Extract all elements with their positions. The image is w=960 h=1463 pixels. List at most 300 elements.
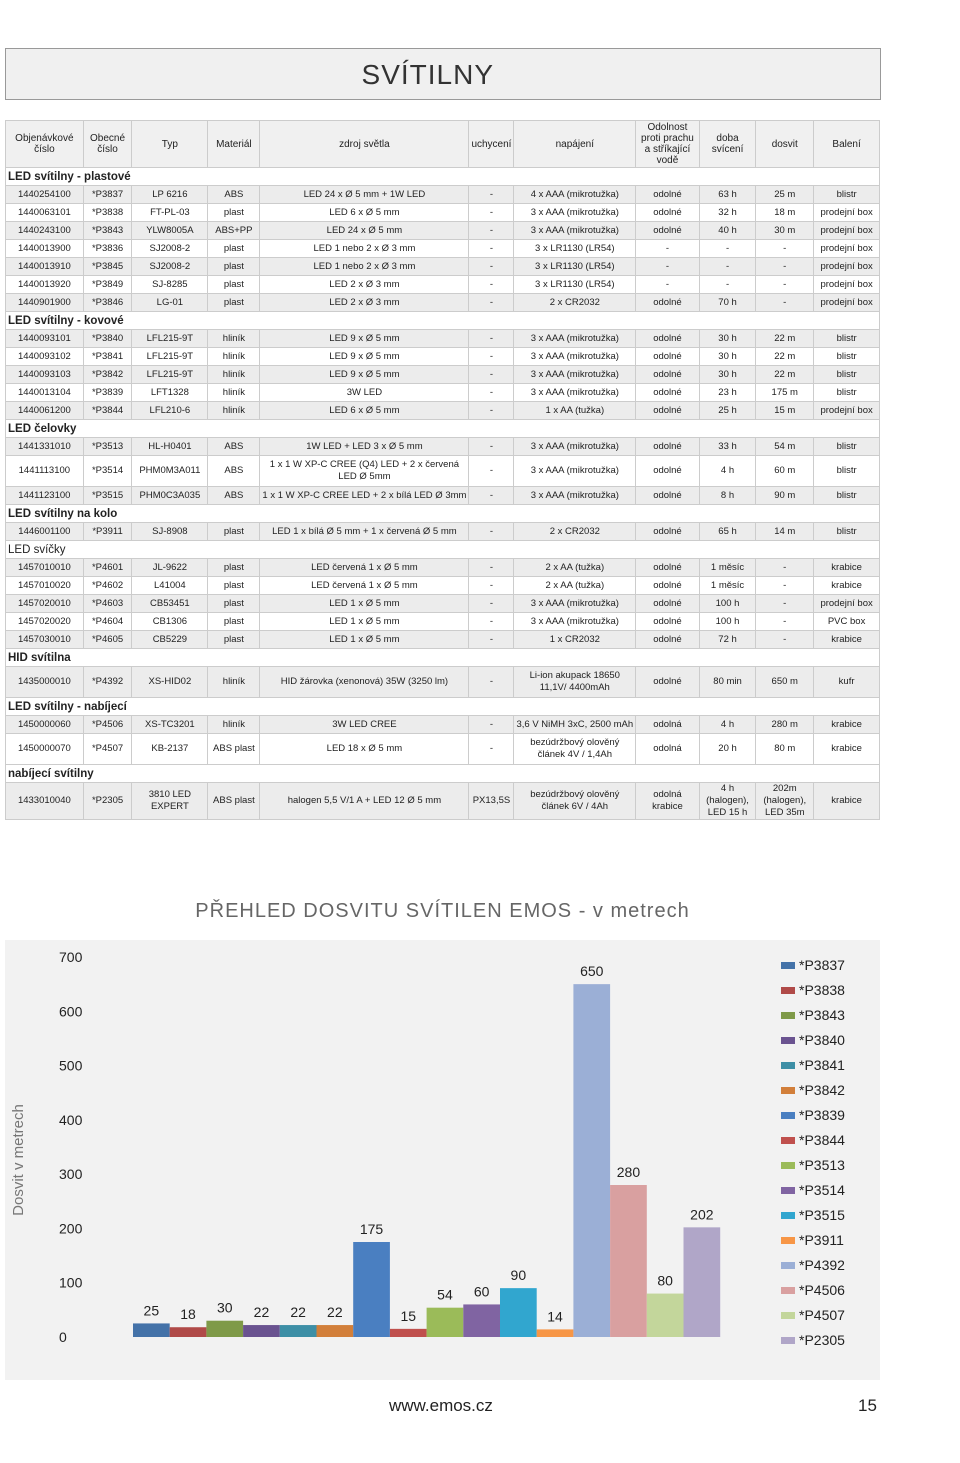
table-cell: LED červená 1 x Ø 5 mm	[260, 559, 469, 577]
table-cell: plast	[208, 204, 260, 222]
table-cell: 30 m	[756, 222, 814, 240]
table-cell: 1440093103	[6, 366, 84, 384]
table-cell: *P3845	[83, 258, 132, 276]
table-cell: LFL210-6	[132, 402, 208, 420]
data-label: 18	[180, 1306, 196, 1323]
table-cell: odolná	[636, 716, 700, 734]
table-cell: 1 x AA (tužka)	[514, 402, 636, 420]
table-cell: 3,6 V NiMH 3xC, 2500 mAh	[514, 716, 636, 734]
y-tick-label: 400	[59, 1111, 83, 1128]
table-cell: odolná krabice	[636, 783, 700, 820]
section-header-row	[6, 541, 880, 559]
table-row	[6, 186, 880, 204]
table-row	[6, 559, 880, 577]
table-row	[6, 631, 880, 649]
bar	[133, 1323, 170, 1337]
title-banner	[5, 48, 881, 100]
legend-label: *P3843	[799, 1007, 845, 1023]
table-cell: 3 x AAA (mikrotužka)	[514, 487, 636, 505]
legend-label: *P3838	[799, 982, 845, 998]
table-cell: 1 měsíc	[699, 577, 756, 595]
table-cell: -	[756, 240, 814, 258]
data-label: 22	[253, 1304, 270, 1321]
table-cell: -	[699, 240, 756, 258]
table-cell: 90 m	[756, 487, 814, 505]
table-cell: 33 h	[699, 438, 756, 456]
data-label: 175	[359, 1221, 384, 1237]
table-row	[6, 613, 880, 631]
table-cell: *P4605	[83, 631, 132, 649]
table-cell: prodejní box	[814, 402, 880, 420]
y-tick-label: 700	[59, 949, 83, 965]
legend-label: *P2305	[799, 1332, 845, 1348]
table-cell: HL-H0401	[132, 438, 208, 456]
table-cell: 1440013910	[6, 258, 84, 276]
table-cell: plast	[208, 276, 260, 294]
table-cell: 650 m	[756, 667, 814, 698]
table-cell: 1 x 1 W XP-C CREE LED + 2 x bílá LED Ø 3mm	[260, 487, 469, 505]
table-cell: blistr	[814, 456, 880, 487]
table-cell: *P3849	[83, 276, 132, 294]
table-cell: LG-01	[132, 294, 208, 312]
table-cell: plast	[208, 523, 260, 541]
table-cell: prodejní box	[814, 294, 880, 312]
table-row	[6, 402, 880, 420]
column-header: Obecné číslo	[83, 121, 132, 168]
table-cell: 63 h	[699, 186, 756, 204]
table-cell: blistr	[814, 366, 880, 384]
table-cell: -	[636, 240, 700, 258]
table-cell: 1440061200	[6, 402, 84, 420]
section-title: LED svítilny na kolo	[6, 505, 880, 523]
table-cell: -	[469, 186, 514, 204]
table-cell: LP 6216	[132, 186, 208, 204]
table-cell: 22 m	[756, 348, 814, 366]
table-cell: SJ2008-2	[132, 240, 208, 258]
table-cell: odolné	[636, 330, 700, 348]
table-cell: *P2305	[83, 783, 132, 820]
table-cell: -	[469, 716, 514, 734]
table-cell: -	[469, 631, 514, 649]
table-cell: XS-HID02	[132, 667, 208, 698]
section-header-row	[6, 765, 880, 783]
table-cell: 30 h	[699, 330, 756, 348]
bar	[463, 1304, 500, 1337]
table-row	[6, 577, 880, 595]
table-cell: 1457020020	[6, 613, 84, 631]
table-cell: -	[469, 222, 514, 240]
bar	[427, 1308, 464, 1337]
table-cell: -	[469, 258, 514, 276]
section-header-row	[6, 168, 880, 186]
table-cell: 1 měsíc	[699, 559, 756, 577]
table-cell: krabice	[814, 734, 880, 765]
table-cell: CB53451	[132, 595, 208, 613]
table-cell: *P4507	[83, 734, 132, 765]
section-title: nabíjecí svítilny	[6, 765, 880, 783]
legend-swatch	[781, 1162, 795, 1169]
bar	[684, 1227, 721, 1337]
table-cell: hliník	[208, 402, 260, 420]
table-cell: *P4601	[83, 559, 132, 577]
table-cell: LED 24 x Ø 5 mm + 1W LED	[260, 186, 469, 204]
column-header: Typ	[132, 121, 208, 168]
table-cell: -	[469, 438, 514, 456]
table-cell: -	[469, 523, 514, 541]
table-cell: -	[636, 276, 700, 294]
table-cell: hliník	[208, 366, 260, 384]
chart-title: PŘEHLED DOSVITU SVÍTILEN EMOS - v metrech	[195, 900, 690, 922]
table-cell: 1 x CR2032	[514, 631, 636, 649]
table-cell: -	[756, 559, 814, 577]
table-cell: LED 24 x Ø 5 mm	[260, 222, 469, 240]
data-label: 90	[510, 1267, 527, 1284]
table-row	[6, 734, 880, 765]
table-cell: PHM0C3A035	[132, 487, 208, 505]
table-cell: hliník	[208, 716, 260, 734]
legend-label: *P3514	[799, 1182, 845, 1198]
table-cell: *P3844	[83, 402, 132, 420]
data-label: 80	[657, 1272, 673, 1289]
table-cell: PHM0M3A011	[132, 456, 208, 487]
table-cell: LED 6 x Ø 5 mm	[260, 402, 469, 420]
table-cell: -	[469, 559, 514, 577]
legend-swatch	[781, 1087, 795, 1094]
table-cell: LFL215-9T	[132, 330, 208, 348]
table-row	[6, 204, 880, 222]
data-label: 15	[400, 1307, 417, 1324]
table-row	[6, 438, 880, 456]
table-cell: 25 h	[699, 402, 756, 420]
table-cell: 3 x AAA (mikrotužka)	[514, 330, 636, 348]
table-cell: 3 x AAA (mikrotužka)	[514, 613, 636, 631]
column-header: Balení	[814, 121, 880, 168]
table-cell: prodejní box	[814, 204, 880, 222]
table-cell: 3 x AAA (mikrotužka)	[514, 438, 636, 456]
table-cell: 3 x AAA (mikrotužka)	[514, 204, 636, 222]
table-cell: 1441113100	[6, 456, 84, 487]
table-cell: 1440093102	[6, 348, 84, 366]
table-cell: plast	[208, 631, 260, 649]
table-cell: blistr	[814, 487, 880, 505]
table-cell: 1441123100	[6, 487, 84, 505]
section-title: HID svítilna	[6, 649, 880, 667]
table-cell: -	[469, 240, 514, 258]
table-cell: -	[756, 577, 814, 595]
data-label: 22	[290, 1304, 306, 1321]
table-cell: -	[699, 258, 756, 276]
legend-label: *P4506	[799, 1282, 845, 1298]
table-cell: ABS	[208, 438, 260, 456]
table-cell: -	[469, 667, 514, 698]
table-cell: 80 min	[699, 667, 756, 698]
y-tick-label: 300	[59, 1166, 83, 1183]
table-cell: -	[469, 366, 514, 384]
bar-chart	[5, 940, 880, 1380]
table-cell: *P3515	[83, 487, 132, 505]
data-label: 202	[690, 1206, 714, 1223]
section-header-row	[6, 649, 880, 667]
table-cell: 3810 LED EXPERT	[132, 783, 208, 820]
legend-label: *P3844	[799, 1132, 845, 1148]
bar	[390, 1329, 427, 1337]
table-cell: 1457010020	[6, 577, 84, 595]
table-cell: krabice	[814, 783, 880, 820]
footer-url[interactable]: www.emos.cz	[389, 1396, 493, 1415]
table-cell: 54 m	[756, 438, 814, 456]
table-cell: blistr	[814, 186, 880, 204]
table-cell: 80 m	[756, 734, 814, 765]
legend-swatch	[781, 1012, 795, 1019]
legend-swatch	[781, 1137, 795, 1144]
table-cell: -	[469, 402, 514, 420]
table-cell: -	[469, 348, 514, 366]
table-cell: odolné	[636, 577, 700, 595]
table-cell: plast	[208, 613, 260, 631]
table-cell: -	[756, 258, 814, 276]
table-cell: *P4602	[83, 577, 132, 595]
data-label: 60	[473, 1283, 490, 1300]
legend-swatch	[781, 1237, 795, 1244]
table-cell: 65 h	[699, 523, 756, 541]
table-cell: -	[469, 487, 514, 505]
table-cell: blistr	[814, 384, 880, 402]
table-row	[6, 456, 880, 487]
table-cell: odolné	[636, 438, 700, 456]
table-cell: LED 1 x Ø 5 mm	[260, 631, 469, 649]
table-cell: prodejní box	[814, 240, 880, 258]
table-cell: LED 1 nebo 2 x Ø 3 mm	[260, 258, 469, 276]
data-label: 30	[216, 1299, 233, 1316]
table-cell: odolné	[636, 667, 700, 698]
table-row	[6, 667, 880, 698]
y-tick-label: 200	[59, 1220, 83, 1237]
table-cell: kufr	[814, 667, 880, 698]
table-cell: CB1306	[132, 613, 208, 631]
table-cell: -	[469, 204, 514, 222]
data-label: 280	[616, 1164, 641, 1180]
table-cell: FT-PL-03	[132, 204, 208, 222]
table-cell: 40 h	[699, 222, 756, 240]
section-title: LED čelovky	[6, 420, 880, 438]
table-cell: hliník	[208, 348, 260, 366]
table-cell: krabice	[814, 716, 880, 734]
table-cell: 1450000060	[6, 716, 84, 734]
table-cell: 1433010040	[6, 783, 84, 820]
legend-swatch	[781, 1187, 795, 1194]
table-cell: *P4603	[83, 595, 132, 613]
table-cell: -	[756, 631, 814, 649]
table-cell: HID žárovka (xenonová) 35W (3250 lm)	[260, 667, 469, 698]
table-cell: 1457020010	[6, 595, 84, 613]
table-cell: prodejní box	[814, 258, 880, 276]
table-cell: odolné	[636, 366, 700, 384]
legend-swatch	[781, 1287, 795, 1294]
table-cell: -	[469, 577, 514, 595]
table-cell: blistr	[814, 330, 880, 348]
table-cell: 2 x AA (tužka)	[514, 559, 636, 577]
table-cell: krabice	[814, 631, 880, 649]
legend-label: *P3837	[799, 957, 845, 973]
table-cell: 1440254100	[6, 186, 84, 204]
table-cell: odolné	[636, 456, 700, 487]
column-header: zdroj světla	[260, 121, 469, 168]
table-cell: 1440013900	[6, 240, 84, 258]
legend-swatch	[781, 1312, 795, 1319]
table-cell: -	[699, 276, 756, 294]
y-axis-label: Dosvit v metrech	[10, 1104, 27, 1216]
table-row	[6, 384, 880, 402]
data-label: 54	[437, 1286, 453, 1303]
table-cell: prodejní box	[814, 276, 880, 294]
table-cell: *P3842	[83, 366, 132, 384]
table-cell: krabice	[814, 559, 880, 577]
table-cell: *P4506	[83, 716, 132, 734]
bar	[170, 1327, 207, 1337]
table-row	[6, 783, 880, 820]
table-cell: odolné	[636, 294, 700, 312]
table-cell: 1440243100	[6, 222, 84, 240]
legend-label: *P3842	[799, 1082, 845, 1098]
data-label: 14	[547, 1308, 563, 1325]
table-cell: KB-2137	[132, 734, 208, 765]
table-cell: *P3837	[83, 186, 132, 204]
table-cell: prodejní box	[814, 222, 880, 240]
bar	[537, 1329, 574, 1337]
table-cell: odolné	[636, 595, 700, 613]
legend-label: *P3513	[799, 1157, 845, 1173]
table-cell: blistr	[814, 523, 880, 541]
legend-swatch	[781, 1062, 795, 1069]
table-cell: *P3836	[83, 240, 132, 258]
table-cell: 3 x AAA (mikrotužka)	[514, 348, 636, 366]
bar	[647, 1294, 684, 1337]
table-row	[6, 222, 880, 240]
table-cell: -	[469, 734, 514, 765]
table-cell: 3 x AAA (mikrotužka)	[514, 222, 636, 240]
table-cell: LED 1 x Ø 5 mm	[260, 613, 469, 631]
table-cell: *P3843	[83, 222, 132, 240]
table-cell: 23 h	[699, 384, 756, 402]
table-cell: ABS plast	[208, 734, 260, 765]
y-tick-label: 0	[59, 1329, 67, 1345]
table-cell: XS-TC3201	[132, 716, 208, 734]
table-cell: LFL215-9T	[132, 366, 208, 384]
table-cell: *P3911	[83, 523, 132, 541]
data-label: 22	[327, 1304, 343, 1321]
table-cell: 3W LED	[260, 384, 469, 402]
table-cell: ABS	[208, 456, 260, 487]
table-cell: LED 6 x Ø 5 mm	[260, 204, 469, 222]
table-cell: Li-ion akupack 18650 11,1V/ 4400mAh	[514, 667, 636, 698]
section-title: LED svítilny - nabíjecí	[6, 698, 880, 716]
table-cell: odolné	[636, 523, 700, 541]
table-cell: ABS+PP	[208, 222, 260, 240]
section-title: LED svíčky	[6, 541, 880, 559]
table-cell: odolné	[636, 384, 700, 402]
table-row	[6, 716, 880, 734]
table-cell: -	[636, 258, 700, 276]
table-cell: odolné	[636, 402, 700, 420]
table-cell: 2 x AA (tužka)	[514, 577, 636, 595]
table-cell: plast	[208, 559, 260, 577]
table-cell: odolné	[636, 222, 700, 240]
table-cell: prodejní box	[814, 595, 880, 613]
page-number: 15	[858, 1396, 877, 1415]
table-cell: plast	[208, 577, 260, 595]
data-label: 25	[143, 1302, 160, 1319]
table-cell: odolné	[636, 559, 700, 577]
table-cell: 3W LED CREE	[260, 716, 469, 734]
legend-swatch	[781, 987, 795, 994]
column-header: Objenávkové číslo	[6, 121, 84, 168]
table-row	[6, 348, 880, 366]
y-tick-label: 500	[59, 1057, 83, 1074]
table-cell: -	[756, 276, 814, 294]
table-cell: -	[469, 613, 514, 631]
table-cell: PX13,5S	[469, 783, 514, 820]
table-cell: bezúdržbový olověný článek 6V / 4Ah	[514, 783, 636, 820]
table-cell: plast	[208, 595, 260, 613]
legend-label: *P4392	[799, 1257, 845, 1273]
column-header: doba svícení	[699, 121, 756, 168]
legend-label: *P3841	[799, 1057, 845, 1073]
table-cell: 72 h	[699, 631, 756, 649]
section-header-row	[6, 420, 880, 438]
table-cell: odolné	[636, 631, 700, 649]
table-cell: LED 9 x Ø 5 mm	[260, 366, 469, 384]
table-cell: 25 m	[756, 186, 814, 204]
table-cell: SJ-8285	[132, 276, 208, 294]
table-cell: -	[469, 276, 514, 294]
table-cell: plast	[208, 258, 260, 276]
table-cell: hliník	[208, 330, 260, 348]
table-cell: 30 h	[699, 348, 756, 366]
table-cell: -	[756, 613, 814, 631]
table-cell: odolné	[636, 613, 700, 631]
table-cell: LFL215-9T	[132, 348, 208, 366]
section-header-row	[6, 698, 880, 716]
table-cell: *P4392	[83, 667, 132, 698]
column-header: Odolnost proti prachu a stříkající vodě	[636, 121, 700, 168]
table-cell: LED 9 x Ø 5 mm	[260, 330, 469, 348]
table-cell: 1440013920	[6, 276, 84, 294]
table-cell: 3 x AAA (mikrotužka)	[514, 456, 636, 487]
bar	[500, 1288, 537, 1337]
table-cell: 70 h	[699, 294, 756, 312]
table-cell: 4 h (halogen), LED 15 h	[699, 783, 756, 820]
table-cell: *P3839	[83, 384, 132, 402]
table-cell: 22 m	[756, 366, 814, 384]
legend-swatch	[781, 1212, 795, 1219]
chart-container	[5, 890, 880, 1380]
table-cell: 175 m	[756, 384, 814, 402]
table-cell: 3 x AAA (mikrotužka)	[514, 366, 636, 384]
legend-label: *P3515	[799, 1207, 845, 1223]
table-cell: -	[469, 384, 514, 402]
table-cell: odolné	[636, 186, 700, 204]
table-cell: 1446001100	[6, 523, 84, 541]
product-table	[5, 120, 880, 820]
table-cell: 2 x CR2032	[514, 523, 636, 541]
table-cell: ABS plast	[208, 783, 260, 820]
column-header: dosvit	[756, 121, 814, 168]
table-cell: LFT1328	[132, 384, 208, 402]
section-title: LED svítilny - plastové	[6, 168, 880, 186]
table-cell: bezúdržbový olověný článek 4V / 1,4Ah	[514, 734, 636, 765]
bar	[573, 984, 610, 1337]
table-cell: 32 h	[699, 204, 756, 222]
